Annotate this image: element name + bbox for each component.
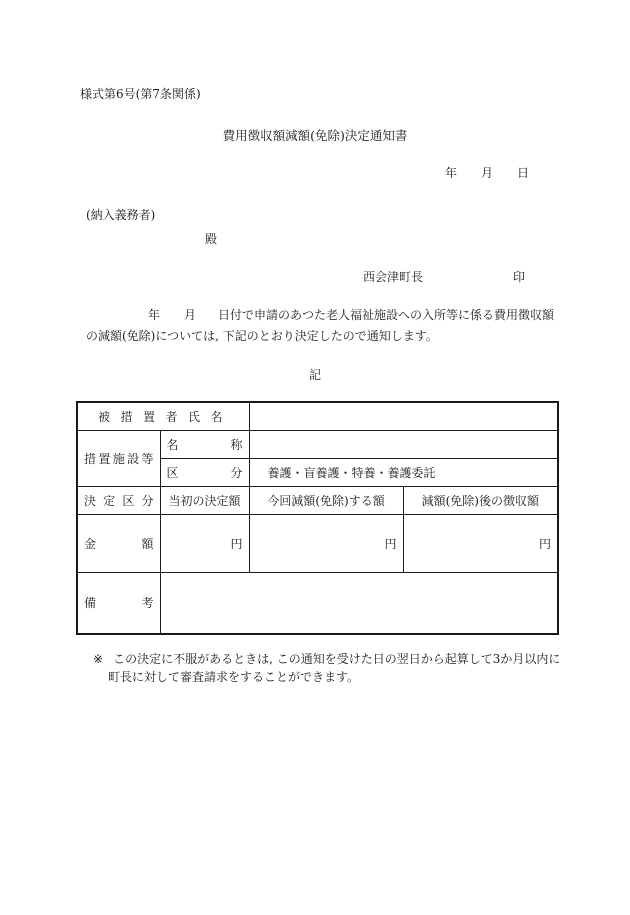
category-label: 区分 [166, 465, 243, 480]
document-title: 費用徴収額減額(免除)決定通知書 [222, 128, 408, 143]
remarks-label: 備考 [84, 596, 154, 611]
subject-name-label: 被措置者氏名 [98, 409, 223, 424]
issuer-name: 西会津町長 [363, 270, 424, 284]
initial-amount-cell[interactable] [160, 514, 249, 572]
note-mark: ※ [93, 652, 104, 666]
body-year: 年 [148, 308, 161, 322]
note-text-1: この決定に不服があるときは, この通知を受けた日の翌日から起算して3か月以内に [113, 652, 561, 666]
subject-name-label-cell [77, 402, 249, 430]
payer-label: (納入義務者) [86, 208, 156, 222]
form-number: 様式第6号(第7条関係) [80, 87, 201, 101]
body-line-1: 日付で申請のあつた老人福祉施設への入所等に係る費用徴収額 [218, 308, 555, 322]
row-remarks [77, 572, 558, 634]
row-decision-header [77, 486, 558, 514]
yen-unit: 円 [539, 536, 552, 551]
date-month: 月 [481, 166, 494, 180]
remarks-value[interactable] [160, 572, 558, 634]
yen-unit: 円 [230, 536, 243, 551]
body-month: 月 [184, 308, 197, 322]
footer-note-line-2: 町長に対して審査請求をすることができます。 [108, 670, 360, 684]
remarks-label-cell [77, 572, 160, 634]
facility-name-value[interactable] [249, 430, 558, 458]
row-subject-name [77, 402, 558, 430]
yen-unit: 円 [384, 536, 397, 551]
amount-label: 金額 [84, 536, 154, 551]
seal-mark: 印 [513, 270, 526, 284]
facility-label-cell [77, 430, 160, 486]
name-label-cell [160, 430, 249, 458]
reduction-amount-cell[interactable] [249, 514, 403, 572]
date-day: 日 [517, 166, 530, 180]
body-line-2: の減額(免除)については, 下記のとおり決定したので通知します。 [86, 329, 438, 343]
honorific: 殿 [205, 232, 218, 246]
row-amount [77, 514, 558, 572]
decision-table [76, 401, 559, 635]
subject-name-value[interactable] [249, 402, 558, 430]
name-label: 名称 [166, 437, 243, 452]
col-after-amount: 減額(免除)後の徴収額 [403, 486, 558, 514]
col-initial-amount: 当初の決定額 [160, 486, 249, 514]
decision-label: 決定区分 [84, 493, 154, 508]
row-facility-name [77, 430, 558, 458]
category-value: 養護・盲養護・特養・養護委託 [249, 458, 558, 486]
footer-note-line-1 [93, 650, 560, 667]
category-label-cell [160, 458, 249, 486]
decision-label-cell [77, 486, 160, 514]
amount-label-cell [77, 514, 160, 572]
col-reduction-amount: 今回減額(免除)する額 [249, 486, 403, 514]
ki-heading: 記 [308, 368, 321, 382]
facility-label: 措置施設等 [84, 451, 154, 466]
after-amount-cell[interactable] [403, 514, 558, 572]
date-year: 年 [445, 166, 458, 180]
